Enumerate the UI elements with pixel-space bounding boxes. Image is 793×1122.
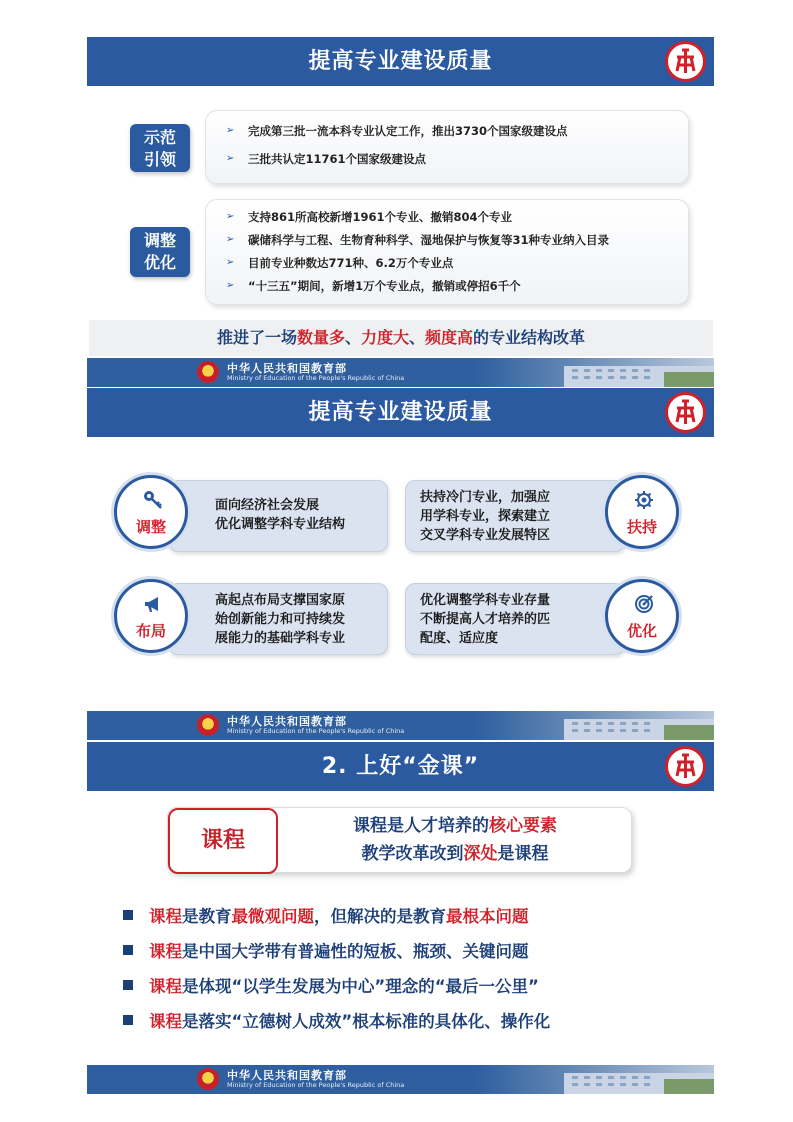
list-item: ➢ 碳储科学与工程、生物育种科学、湿地保护与恢复等31种专业纳入目录 bbox=[226, 232, 609, 247]
arrow-icon: ➢ bbox=[226, 234, 235, 245]
quadrant-optimize-label: 优化 bbox=[626, 622, 657, 640]
group1-tag bbox=[130, 124, 190, 172]
group2-tag-line1: 调整 bbox=[143, 231, 176, 250]
ministry-footer bbox=[87, 711, 714, 740]
list-item: 课程 是教育 最微观问题 ，但解决的是教育 最根本问题 bbox=[123, 897, 550, 932]
quadrant-adjust-label: 调整 bbox=[135, 518, 166, 536]
reform-banner: 推进了一场数量多、力度大、频度高的专业结构改革 bbox=[89, 320, 713, 356]
ministry-footer bbox=[87, 358, 714, 387]
slide1-title-bar bbox=[87, 37, 714, 86]
course-bullets bbox=[123, 897, 550, 1037]
building-image bbox=[524, 358, 714, 387]
logo-emblem-icon bbox=[665, 746, 706, 787]
quadrant-layout-circle bbox=[114, 579, 188, 653]
square-bullet-icon bbox=[123, 1015, 133, 1025]
arrow-icon: ➢ bbox=[226, 257, 235, 268]
course-statement: 课程是人才培养的核心要素 教学改革改到深处是课程 bbox=[353, 816, 557, 864]
slide2-title-bar bbox=[87, 388, 714, 437]
gear-icon bbox=[634, 490, 654, 510]
arrow-icon: ➢ bbox=[226, 280, 235, 291]
quadrant-layout-label: 布局 bbox=[135, 622, 166, 640]
national-emblem-icon bbox=[197, 361, 219, 383]
arrow-icon: ➢ bbox=[226, 125, 235, 136]
square-bullet-icon bbox=[123, 910, 133, 920]
megaphone-icon bbox=[143, 594, 163, 614]
list-item: ➢ 目前专业种数达771种、6.2万个专业点 bbox=[226, 255, 454, 270]
national-emblem-icon bbox=[197, 714, 219, 736]
list-item: 课程 是中国大学带有普遍性的短板、瓶颈、关键问题 bbox=[123, 932, 550, 967]
list-item: 课程 是体现“以学生发展为中心”理念的“最后一公里” bbox=[123, 967, 550, 1002]
quadrant-optimize-text: 优化调整学科专业存量 不断提高人才培养的匹 配度、适应度 bbox=[405, 583, 625, 655]
group2-tag bbox=[130, 227, 190, 277]
list-item: 课程 是落实“立德树人成效”根本标准的具体化、操作化 bbox=[123, 1002, 550, 1037]
ministry-name-en: Ministry of Education of the People's Republic of China bbox=[227, 374, 405, 382]
arrow-icon: ➢ bbox=[226, 153, 235, 164]
ministry-name-cn: 中华人民共和国教育部 bbox=[227, 715, 347, 728]
slide3-title-bar bbox=[87, 742, 714, 791]
slide3-title: 2. 上好“金课” bbox=[321, 754, 480, 779]
quadrant-support-label: 扶持 bbox=[626, 518, 657, 536]
quadrant-support-text: 扶持冷门专业，加强应 用学科专业，探索建立 交叉学科专业发展特区 bbox=[405, 480, 625, 552]
quadrant-optimize-circle bbox=[605, 579, 679, 653]
ministry-name-en: Ministry of Education of the People's Republic of China bbox=[227, 727, 405, 735]
quadrant-layout-text: 高起点布局支撑国家原 始创新能力和可持续发 展能力的基础学科专业 bbox=[168, 583, 388, 655]
key-icon bbox=[143, 490, 163, 510]
ministry-name-cn: 中华人民共和国教育部 bbox=[227, 362, 347, 375]
logo-emblem-icon bbox=[665, 392, 706, 433]
course-callout bbox=[167, 807, 632, 873]
slide2-title: 提高专业建设质量 bbox=[308, 400, 493, 425]
group1-tag-line2: 引领 bbox=[143, 150, 176, 169]
group1-tag-line1: 示范 bbox=[143, 128, 176, 147]
list-item: ➢ 三批共认定11761个国家级建设点 bbox=[226, 151, 427, 166]
quadrant-adjust-text: 面向经济社会发展 优化调整学科专业结构 bbox=[168, 480, 388, 552]
group2-tag-line2: 优化 bbox=[143, 253, 176, 272]
ministry-footer bbox=[87, 1065, 714, 1094]
ministry-name-cn: 中华人民共和国教育部 bbox=[227, 1069, 347, 1082]
building-image bbox=[524, 1065, 714, 1094]
group1-list bbox=[226, 119, 568, 170]
list-item: ➢ 支持861所高校新增1961个专业、撤销804个专业 bbox=[226, 209, 513, 224]
ministry-name-en: Ministry of Education of the People's Republic of China bbox=[227, 1081, 405, 1089]
list-item: ➢ 完成第三批一流本科专业认定工作，推出3730个国家级建设点 bbox=[226, 123, 568, 138]
course-tag: 课程 bbox=[168, 808, 278, 874]
list-item: ➢ “十三五”期间，新增1万个专业点，撤销或停招6千个 bbox=[226, 278, 521, 293]
logo-emblem-icon bbox=[665, 41, 706, 82]
square-bullet-icon bbox=[123, 980, 133, 990]
arrow-icon: ➢ bbox=[226, 211, 235, 222]
building-image bbox=[524, 711, 714, 740]
quadrant-support-circle bbox=[605, 475, 679, 549]
quadrant-adjust-circle bbox=[114, 475, 188, 549]
slide1-title: 提高专业建设质量 bbox=[308, 49, 493, 74]
square-bullet-icon bbox=[123, 945, 133, 955]
national-emblem-icon bbox=[197, 1068, 219, 1090]
group2-list bbox=[226, 205, 609, 297]
target-icon bbox=[634, 594, 654, 614]
